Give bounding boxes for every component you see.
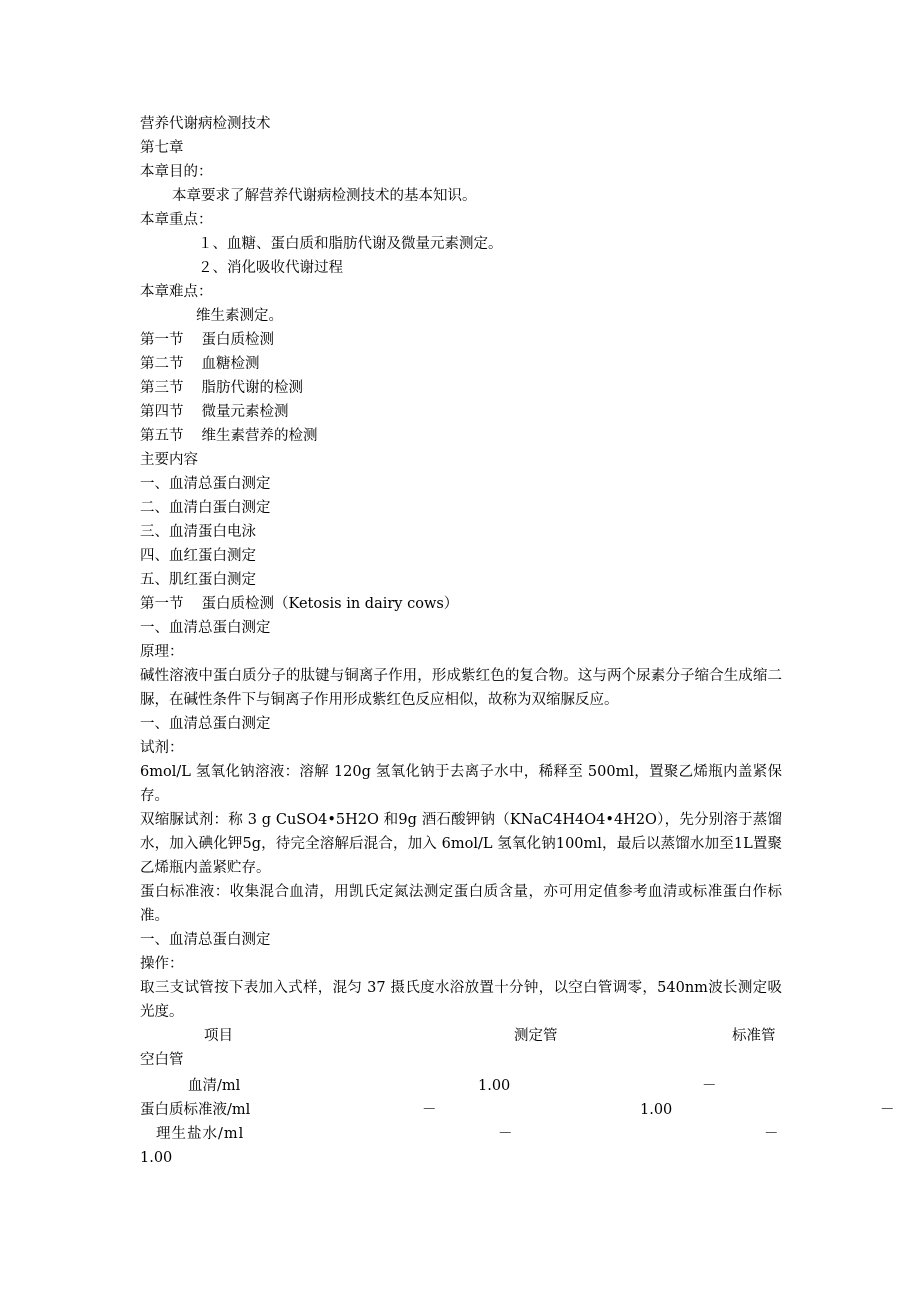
table-cell: － (498, 1126, 513, 1142)
table-header: 测定管 (514, 1028, 558, 1044)
section-name: 脂肪代谢的检测 (201, 380, 303, 396)
reagent-heading: 试剂： (140, 740, 184, 756)
table-header: 空白管 (140, 1052, 184, 1068)
operation-text: 取三支试管按下表加入式样，混匀 37 摄氏度水浴放置十分钟，以空白管调零，540nm波长测定吸光度。 (140, 980, 782, 1020)
table-cell: － (764, 1126, 779, 1142)
reagent-protein-standard: 蛋白标准液：收集混合血清，用凯氏定氮法测定蛋白质含量，亦可用定值参考血清或标准蛋白作标准。 (140, 884, 782, 924)
main-content-item: 三、血清蛋白电泳 (140, 524, 256, 540)
reagent-biuret: 双缩脲试剂：称 3 g CuSO4•5H2O 和9g 酒石酸钾钠（KNaC4H4O4•4H2O），先分别溶于蒸馏水，加入碘化钾5g，待完全溶解后混合，加入 6mol/L 氢氧化钠100ml，最后以蒸馏水加至1L置聚乙烯瓶内盖紧贮存。 (140, 812, 782, 876)
section-label: 第二节 (140, 356, 184, 372)
main-content-item: 二、血清白蛋白测定 (140, 500, 271, 516)
table-header: 项目 (204, 1028, 233, 1044)
section-label: 第一节 (140, 596, 184, 612)
key-item: ２、消化吸收代谢过程 (198, 260, 343, 276)
chapter-label: 第七章 (140, 140, 184, 156)
section-line (140, 352, 260, 376)
section-name: 血糖检测 (201, 356, 260, 372)
main-content-item: 五、肌红蛋白测定 (140, 572, 256, 588)
principle-text: 碱性溶液中蛋白质分子的肽键与铜离子作用，形成紫红色的复合物。这与两个尿素分子缩合生成缩二脲，在碱性条件下与铜离子作用形成紫红色反应相似，故称为双缩脲反应。 (140, 668, 782, 708)
section-line (140, 376, 303, 400)
table-row-label: 蛋白质标准液/ml (140, 1102, 251, 1118)
section-name: 蛋白质检测 (201, 332, 274, 348)
subsection-heading: 一、血清总蛋白测定 (140, 932, 271, 948)
section-line (140, 400, 289, 424)
key-item: １、血糖、蛋白质和脂肪代谢及微量元素测定。 (198, 236, 503, 252)
section-name: 维生素营养的检测 (201, 428, 318, 444)
section-line (140, 424, 318, 448)
section-label: 第三节 (140, 380, 184, 396)
principle-heading: 原理： (140, 644, 184, 660)
goal-text: 本章要求了解营养代谢病检测技术的基本知识。 (172, 188, 477, 204)
doc-title: 营养代谢病检测技术 (140, 116, 271, 132)
table-header: 标准管 (732, 1028, 776, 1044)
reagent-naoh: 6mol/L 氢氧化钠溶液：溶解 120g 氢氧化钠于去离子水中，稀释至 500ml，置聚乙烯瓶内盖紧保存。 (140, 764, 782, 804)
section-name: 蛋白质检测（Ketosis in dairy cows） (201, 596, 459, 612)
main-content-item: 四、血红蛋白测定 (140, 548, 256, 564)
subsection-heading: 一、血清总蛋白测定 (140, 716, 271, 732)
table-cell: － (422, 1102, 437, 1118)
main-content-item: 一、血清总蛋白测定 (140, 476, 271, 492)
table-row-label: 血清/ml (188, 1078, 241, 1094)
goal-heading: 本章目的： (140, 164, 213, 180)
table-cell: 1.00 (478, 1078, 511, 1094)
section-line (140, 328, 274, 352)
section-label: 第五节 (140, 428, 184, 444)
table-cell: － (880, 1102, 895, 1118)
table-cell: － (702, 1078, 717, 1094)
difficulty-heading: 本章难点： (140, 284, 213, 300)
table-row-label: 理生盐水/ml (156, 1126, 245, 1142)
table-cell: 1.00 (140, 1150, 173, 1166)
section-label: 第四节 (140, 404, 184, 420)
section-1-heading (140, 592, 458, 616)
key-heading: 本章重点： (140, 212, 213, 228)
subsection-heading: 一、血清总蛋白测定 (140, 620, 271, 636)
difficulty-text: 维生素测定。 (196, 308, 283, 324)
section-name: 微量元素检测 (201, 404, 289, 420)
main-content-heading: 主要内容 (140, 452, 198, 468)
operation-heading: 操作： (140, 956, 184, 972)
table-cell: 1.00 (640, 1102, 673, 1118)
section-label: 第一节 (140, 332, 184, 348)
